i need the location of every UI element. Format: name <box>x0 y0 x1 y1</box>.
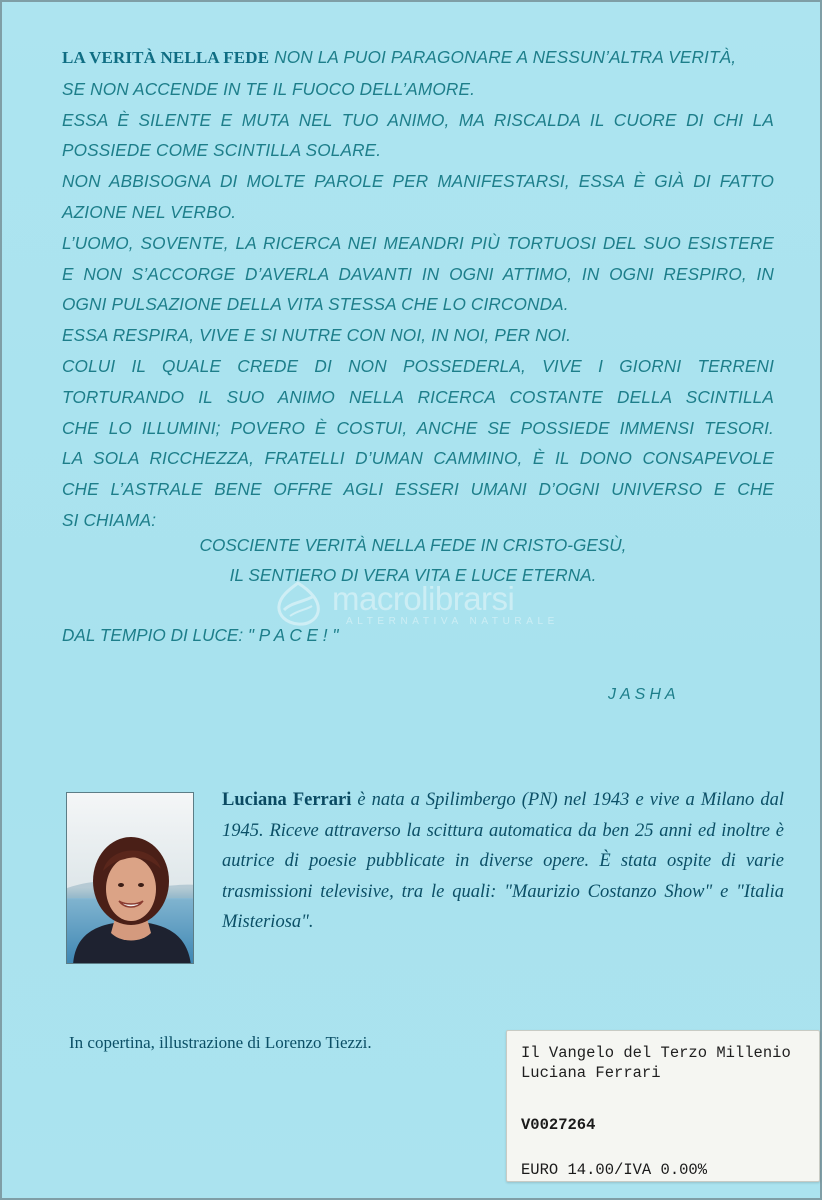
poem-line: NON ABBISOGNA DI MOLTE PAROLE PER MANIFESTARSI, ESSA È GIÀ DI FATTO <box>62 171 774 192</box>
poem-line: POSSIEDE COME SCINTILLA SOLARE. <box>62 140 382 161</box>
price-sticker <box>506 1030 820 1182</box>
author-photo <box>66 792 194 964</box>
leaf-drop-icon <box>270 580 326 626</box>
poem-line: CHE LO ILLUMINI; POVERO È COSTUI, ANCHE SE POSSIEDE IMMENSI TESORI. <box>62 417 774 438</box>
poem-line: SE NON ACCENDE IN TE IL FUOCO DELL’AMORE. <box>62 78 476 99</box>
sticker-price: EURO 14.00/IVA 0.00% <box>521 1161 708 1179</box>
poem-line: AZIONE NEL VERBO. <box>62 201 237 222</box>
cover-credit: In copertina, illustrazione di Lorenzo Tiezzi. <box>69 1033 372 1052</box>
sticker-product-code: V0027264 <box>521 1116 596 1134</box>
sticker-text <box>521 1043 811 1083</box>
sticker-author: Luciana Ferrari <box>521 1064 661 1082</box>
poem-line: CHE L’ASTRALE BENE OFFRE AGLI ESSERI UMANI D’OGNI UNIVERSO E CHE <box>62 479 774 500</box>
poem-line: ESSA È SILENTE E MUTA NEL TUO ANIMO, MA RISCALDA IL CUORE DI CHI LA <box>62 109 774 130</box>
poem-line-1-rest: NON LA PUOI PARAGONARE A NESSUN’ALTRA VERITÀ, <box>269 47 737 67</box>
author-bio <box>222 785 784 938</box>
poem-greeting: DAL TEMPIO DI LUCE: " P A C E ! " <box>62 625 339 645</box>
poem-signature: JASHA <box>608 686 680 703</box>
watermark-name: macrolibrarsi <box>332 580 515 617</box>
author-portrait-image <box>67 793 194 964</box>
poem-line-1 <box>62 42 774 74</box>
poem-line: SI CHIAMA: <box>62 509 157 530</box>
poem-line: E NON S’ACCORGE D’AVERLA DAVANTI IN OGNI ATTIMO, IN OGNI RESPIRO, IN <box>62 263 774 284</box>
poem-line: TORTURANDO IL SUO ANIMO NELLA RICERCA COSTANTE DELLA SCINTILLA <box>62 386 774 407</box>
author-bio-text: è nata a Spilimbergo (PN) nel 1943 e vive a Milano dal 1945. Riceve attraverso la scittura automatica da ben 25 anni ed inoltre è autrice di poesie pubblicate in diverse opere. È stata ospite di varie trasmissioni televisive, tra le quali: "Maurizio Costanzo Show" e "Italia Misteriosa". <box>222 790 784 932</box>
poem-line: LA SOLA RICCHEZZA, FRATELLI D’UMAN CAMMINO, È IL DONO CONSAPEVOLE <box>62 448 774 469</box>
author-name: Luciana Ferrari <box>222 790 352 810</box>
poem-line: L’UOMO, SOVENTE, LA RICERCA NEI MEANDRI PIÙ TORTUOSI DEL SUO ESISTERE <box>62 232 774 253</box>
poem-lead-title: LA VERITÀ NELLA FEDE <box>62 48 270 67</box>
poem-block <box>62 42 774 536</box>
sticker-book-title: Il Vangelo del Terzo Millenio <box>521 1044 791 1062</box>
poem-line: OGNI PULSAZIONE DELLA VITA STESSA CHE LO CIRCONDA. <box>62 294 569 315</box>
poem-centered-line: COSCIENTE VERITÀ NELLA FEDE IN CRISTO-GESÙ, <box>199 535 627 555</box>
poem-centered-line: IL SENTIERO DI VERA VITA E LUCE ETERNA. <box>229 565 597 585</box>
watermark-logo <box>270 580 570 630</box>
watermark-tagline: ALTERNATIVA NATURALE <box>346 616 559 627</box>
poem-line: COLUI IL QUALE CREDE DI NON POSSEDERLA, VIVE I GIORNI TERRENI <box>62 355 774 376</box>
poem-line: ESSA RESPIRA, VIVE E SI NUTRE CON NOI, IN NOI, PER NOI. <box>62 325 572 346</box>
